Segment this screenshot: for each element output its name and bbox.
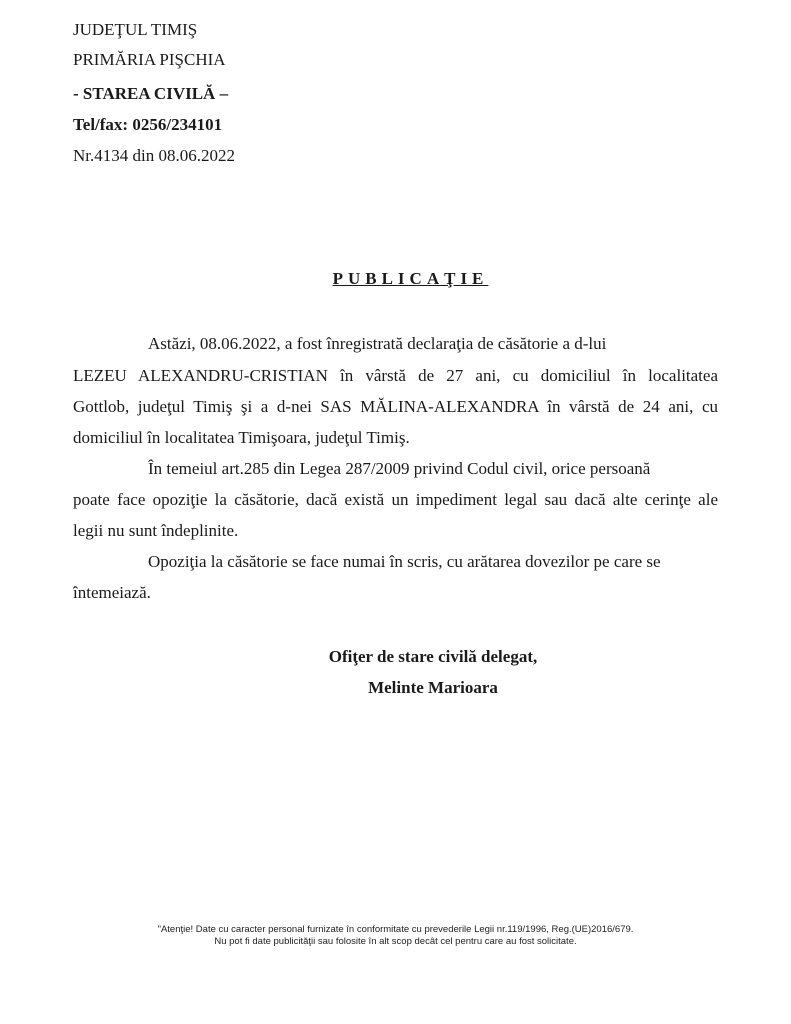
signature-name-text: Melinte Marioara <box>368 678 498 697</box>
signature-name <box>0 678 791 698</box>
footer-notice-line-2: Nu pot fi date publicităţii sau folosite în alt scop decât cel pentru care au fost solicitate. <box>214 936 577 947</box>
document-title <box>0 269 791 289</box>
town-hall-name: PRIMĂRIA PIŞCHIA <box>73 50 226 69</box>
paragraph-2-line-3: legii nu sunt îndeplinite. <box>73 521 239 540</box>
department-name: - STAREA CIVILĂ – <box>73 84 229 103</box>
contact-phone: Tel/fax: 0256/234101 <box>73 115 223 134</box>
document-title-text: PUBLICAŢIE <box>332 269 489 288</box>
paragraph-1-line-1: Astăzi, 08.06.2022, a fost înregistrată declaraţia de căsătorie a d-lui <box>148 334 607 353</box>
paragraph-3-line-2: întemeiază. <box>73 583 151 602</box>
registration-number: Nr.4134 din 08.06.2022 <box>73 146 235 165</box>
signature-role <box>0 647 791 667</box>
county-name: JUDEŢUL TIMIŞ <box>73 20 198 39</box>
footer-notice-line-1: "Atenţie! Date cu caracter personal furnizate în conformitate cu prevederile Legii nr.119/1996, Reg.(UE)2016/679. <box>157 924 634 935</box>
paragraph-2-line-1: În temeiul art.285 din Legea 287/2009 privind Codul civil, orice persoană <box>148 459 651 478</box>
paragraph-2-line-2: poate face opoziţie la căsătorie, dacă există un impediment legal sau dacă alte cerinţe ale <box>73 490 718 509</box>
paragraph-1-line-3: Gottlob, judeţul Timiş şi a d-nei SAS MĂLINA-ALEXANDRA în vârstă de 24 ani, cu <box>73 397 718 416</box>
paragraph-1-line-4: domiciliul în localitatea Timişoara, judeţul Timiş. <box>73 428 410 447</box>
paragraph-3-line-1: Opoziţia la căsătorie se face numai în scris, cu arătarea dovezilor pe care se <box>148 552 661 571</box>
signature-role-text: Ofiţer de stare civilă delegat, <box>328 647 538 666</box>
paragraph-1-line-2: LEZEU ALEXANDRU-CRISTIAN în vârstă de 27 ani, cu domiciliul în localitatea <box>73 366 718 385</box>
